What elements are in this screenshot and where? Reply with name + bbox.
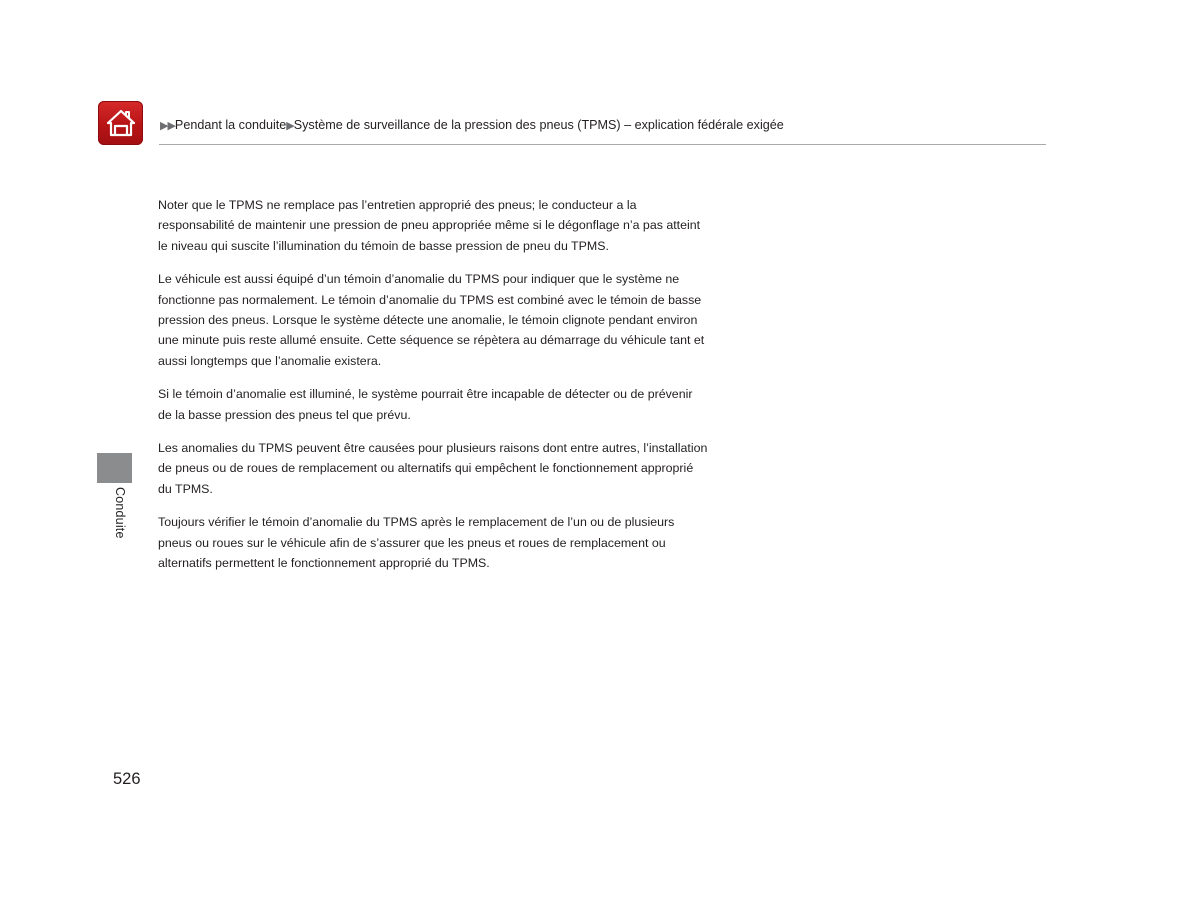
paragraph: Toujours vérifier le témoin d’anomalie du TPMS après le remplacement de l’un ou de plusieurs pneus ou roues sur le véhicule afin de s’assurer que les pneus et roues de remplacement ou alternatifs permettent le fonctionnement approprié du TPMS. (158, 515, 675, 571)
home-icon (106, 108, 136, 138)
header-divider (159, 144, 1046, 145)
page-number: 526 (113, 770, 141, 788)
breadcrumb (160, 117, 784, 134)
home-button[interactable] (98, 101, 143, 145)
breadcrumb-item-pendant-la-conduite[interactable]: Pendant la conduite (174, 118, 287, 132)
paragraph: Si le témoin d’anomalie est illuminé, le système pourrait être incapable de détecter ou de prévenir de la basse pression des pneus tel que prévu. (158, 387, 693, 422)
paragraph: Noter que le TPMS ne remplace pas l’entretien approprié des pneus; le conducteur a la responsabilité de maintenir une pression de pneu appropriée même si le dégonflage n’a pas atteint le niveau qui suscite l’illumination du témoin de basse pression de pneu du TPMS. (158, 198, 701, 253)
breadcrumb-arrow-icon: ▶▶ (160, 120, 175, 132)
paragraph: Le véhicule est aussi équipé d’un témoin d’anomalie du TPMS pour indiquer que le système ne fonctionne pas normalement. Le témoin d’anomalie du TPMS est combiné avec le témoin de basse pression des pneus. Lorsque le système détecte une anomalie, le témoin clignote pendant environ une minute puis reste allumé ensuite. Cette séquence se répètera au démarrage du véhicule tant et aussi longtemps que l’anomalie existera. (158, 272, 705, 368)
paragraph: Les anomalies du TPMS peuvent être causées pour plusieurs raisons dont entre autres, l’installation de pneus ou de roues de remplacement ou alternatifs qui empêchent le fonctionnement approprié du TPMS. (158, 441, 708, 496)
chapter-tab[interactable] (97, 453, 132, 483)
chapter-tab-label: Conduite (113, 487, 127, 539)
breadcrumb-separator-icon: ▶ (286, 120, 294, 132)
breadcrumb-item-current: Système de surveillance de la pression des pneus (TPMS) – explication fédérale exigée (293, 118, 784, 132)
body-text (158, 195, 708, 574)
